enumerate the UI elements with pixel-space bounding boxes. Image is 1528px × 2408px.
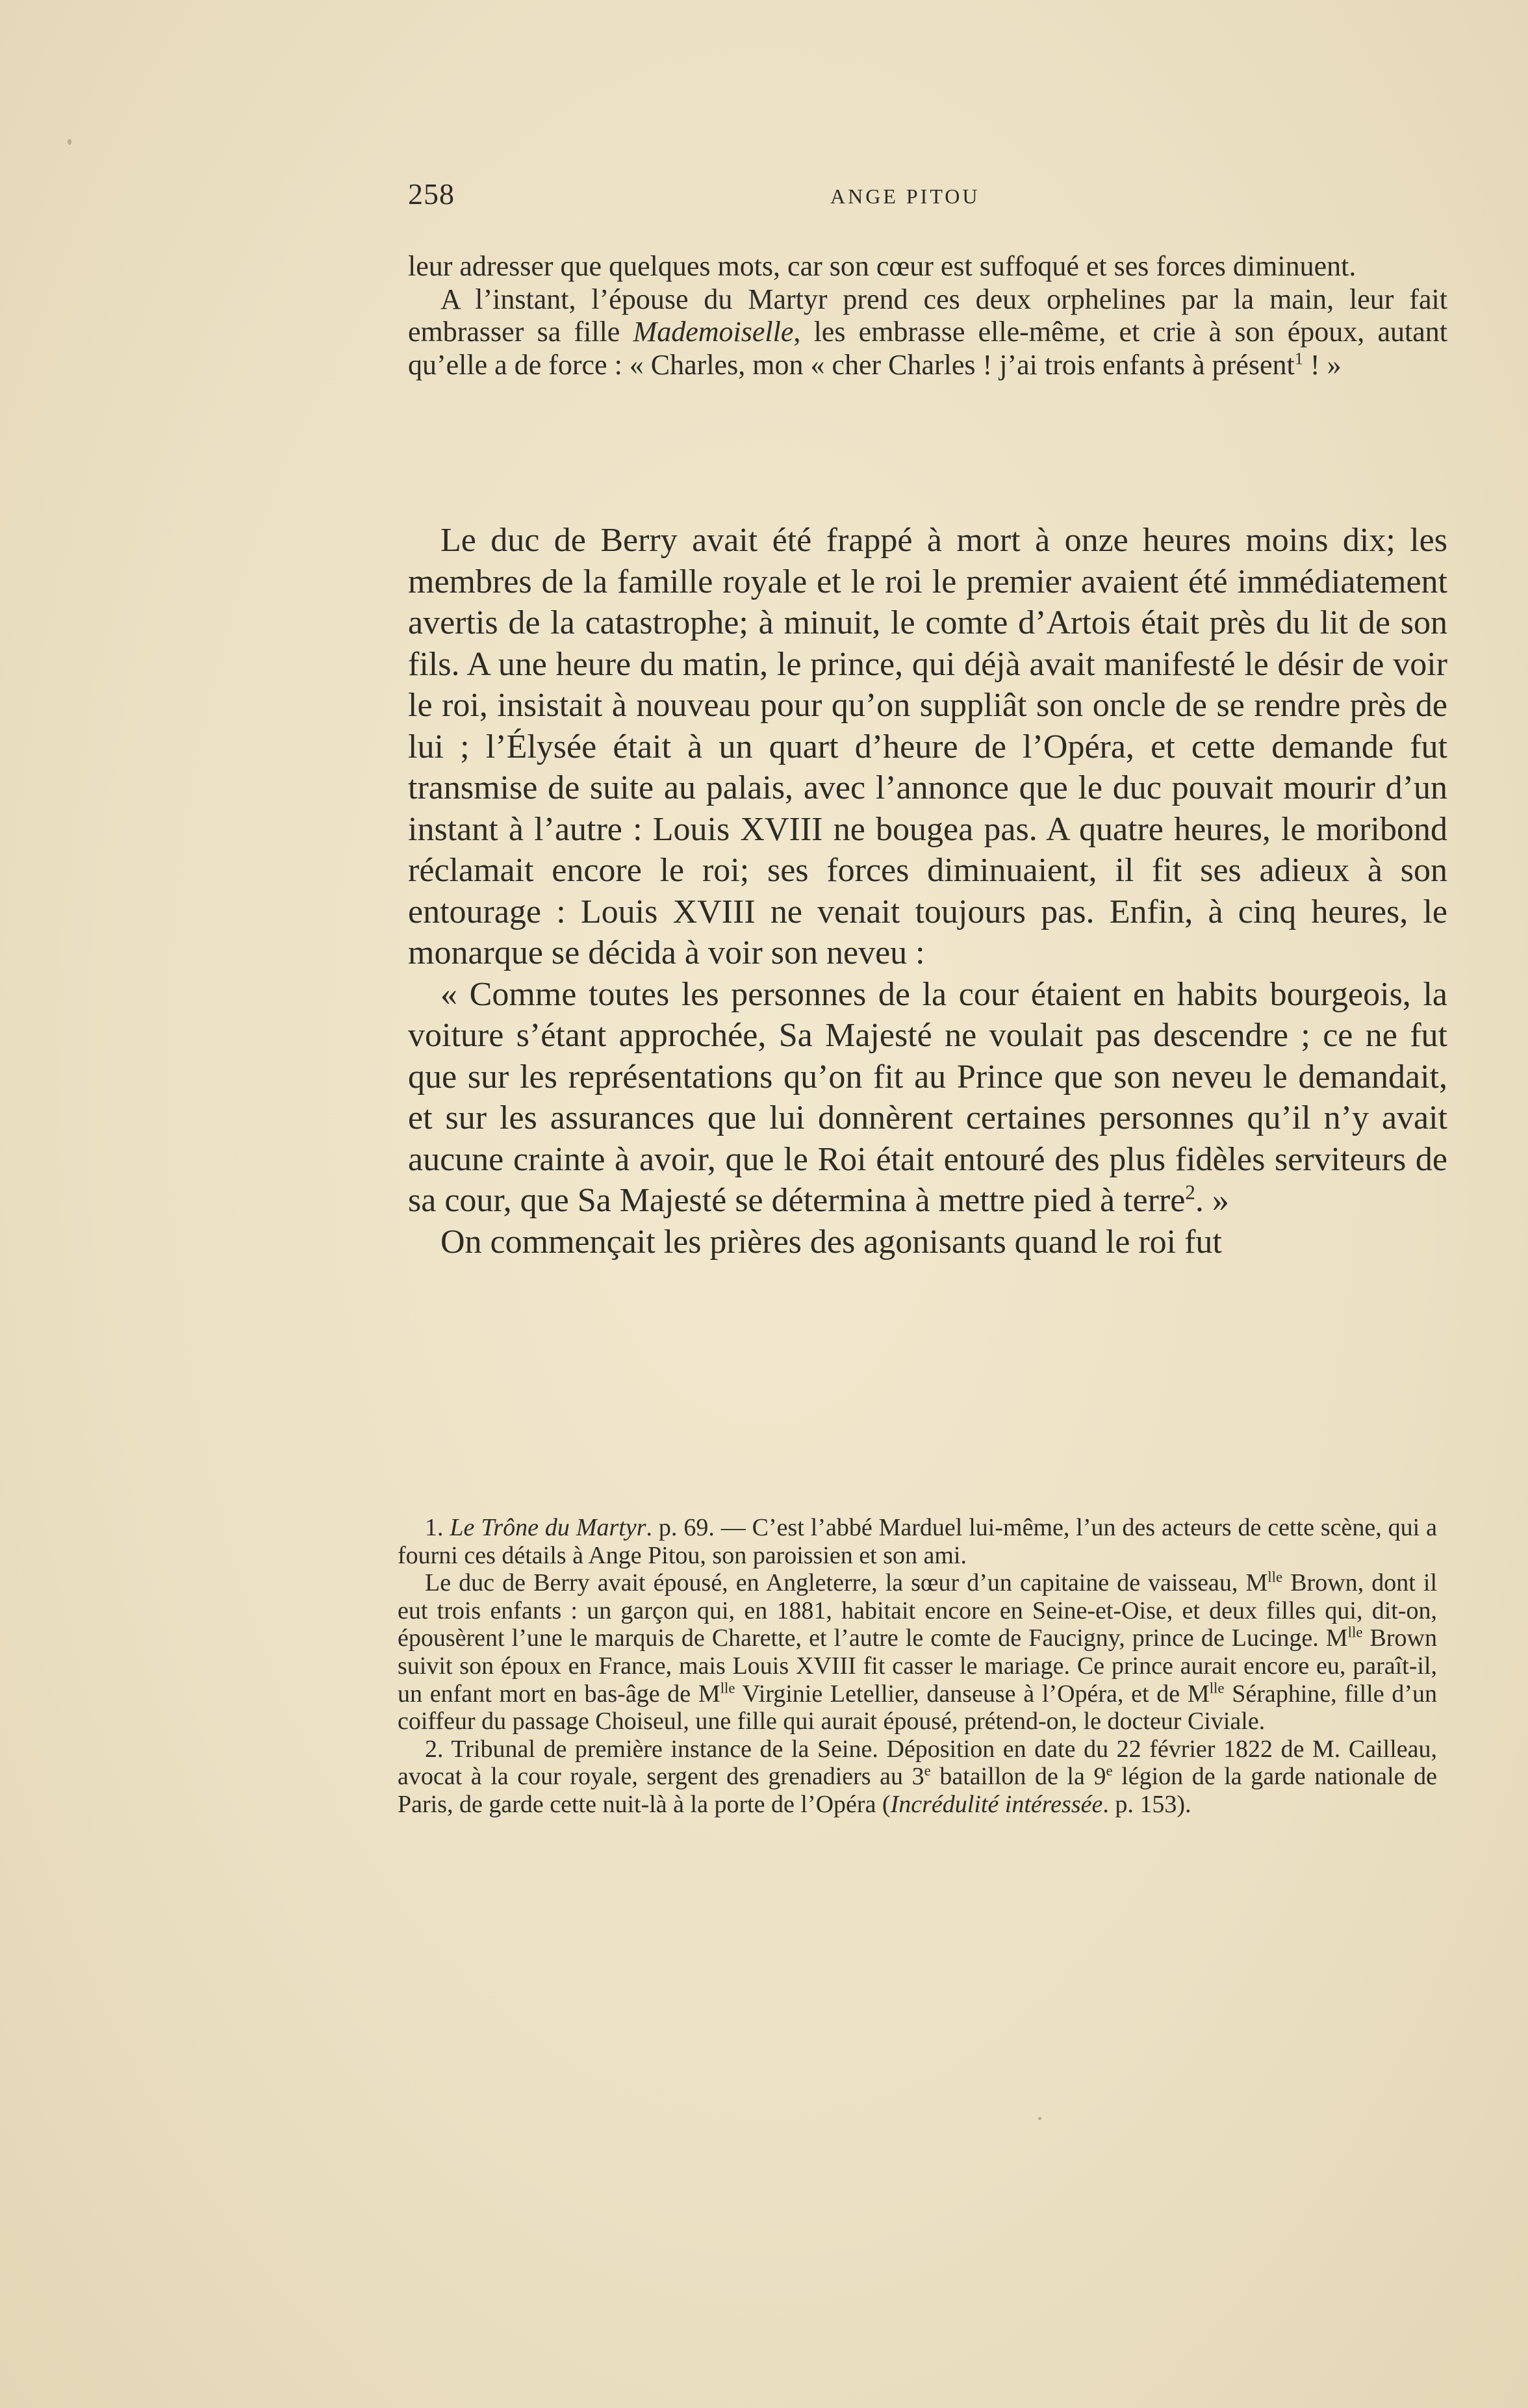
running-header [408, 177, 1454, 222]
paragraph: On commençait les prières des agonisants quand le roi fut [440, 1223, 1222, 1261]
footnote-1: 1. Le Trône du Martyr. p. 69. — C’est l’abbé Marduel lui-même, l’un des acteurs de cette scène, qui a fourni ces détails à Ange Pitou, son paroissien et son ami. [398, 1514, 1437, 1569]
page-number: 258 [408, 177, 455, 211]
footnote-ref: 2 [1185, 1181, 1195, 1204]
footnotes [398, 1514, 1437, 1819]
footnote-1-continued: Le duc de Berry avait épousé, en Angleterre, la sœur d’un capitaine de vaisseau, $M^{lle}$ Brown, dont il eut trois enfants : un garçon qui, en 1881, habitait encore en Seine-et-Oise, et deux filles qui, dit-on, épousèrent l’une le marquis de Charette, et l’autre le comte de Faucigny, prince de Lucinge. $M^{lle}$ Brown suivit son époux en France, mais Louis XVIII fit casser le mariage. Ce prince aurait encore eu, paraît-il, un enfant mort en bas-âge de $M^{lle}$ Virginie Letellier, danseuse à l’Opéra, et de $M^{lle}$ Séraphine, fille d’un coiffeur du passage Choiseul, une fille qui aurait épousé, prétend-on, le docteur Civiale. [398, 1569, 1438, 1736]
footnote-2: 2. Tribunal de première instance de la Seine. Déposition en date du 22 février 1822 de M. Cailleau, avocat à la cour royale, sergent des grenadiers au 3e bataillon de la 9e légion de la garde nationale de Paris, de garde cette nuit-là à la porte de l’Opéra (Incrédulité intéressée. p. 153). [398, 1735, 1437, 1818]
paragraph: Le duc de Berry avait été frappé à mort à onze heures moins dix; les membres de la famille royale et le roi le premier avaient été immédiatement avertis de la catastrophe; à minuit, le comte d’Artois était près du lit de son fils. A une heure du matin, le prince, qui déjà avait manifesté le désir de voir le roi, insistait à nouveau pour qu’on suppliât son oncle de se rendre près de lui ; l’Élysée était à un quart d’heure de l’Opéra, et cette demande fut transmise de suite au palais, avec l’annonce que le duc pouvait mourir d’un instant à l’autre : Louis XVIII ne bougea pas. A quatre heures, le moribond réclamait encore le roi; ses forces diminuaient, il fit ses adieux à son entourage : Louis XVIII ne venait toujours pas. Enfin, à cinq heures, le monarque se décida à voir son neveu : [408, 522, 1447, 971]
paragraph: leur adresser que quelques mots, car son cœur est suffoqué et ses forces diminuent. [408, 250, 1356, 282]
paragraph: A l’instant, l’épouse du Martyr prend ces deux orphelines par la main, leur fait embrasser sa fille Mademoiselle, les embrasse elle-même, et crie à son époux, autant qu’elle a de force : « Charles, mon « cher Charles ! j’ai trois enfants à présent$^1$ ! » [408, 283, 1447, 381]
running-title: ANGE PITOU [830, 185, 980, 208]
paper-speck [1038, 2117, 1041, 2120]
footnote-ref: 1 [1294, 348, 1303, 368]
text-block-main [408, 520, 1447, 1262]
paper-speck [68, 139, 71, 145]
quotation-paragraph: « Comme toutes les personnes de la cour étaient en habits bourgeois, la voiture s’étant approchée, Sa Majesté ne voulait pas descendre ; ce ne fut que sur les représentations qu’on fit au Prince que son neveu le demandait, et sur les assurances que lui donnèrent certaines personnes qu’il n’y avait aucune crainte à avoir, que le Roi était entouré des plus fidèles serviteurs de sa cour, que Sa Majesté se détermina à mettre pied à terre$^2$. » [408, 975, 1447, 1219]
text-block-top [408, 250, 1447, 381]
